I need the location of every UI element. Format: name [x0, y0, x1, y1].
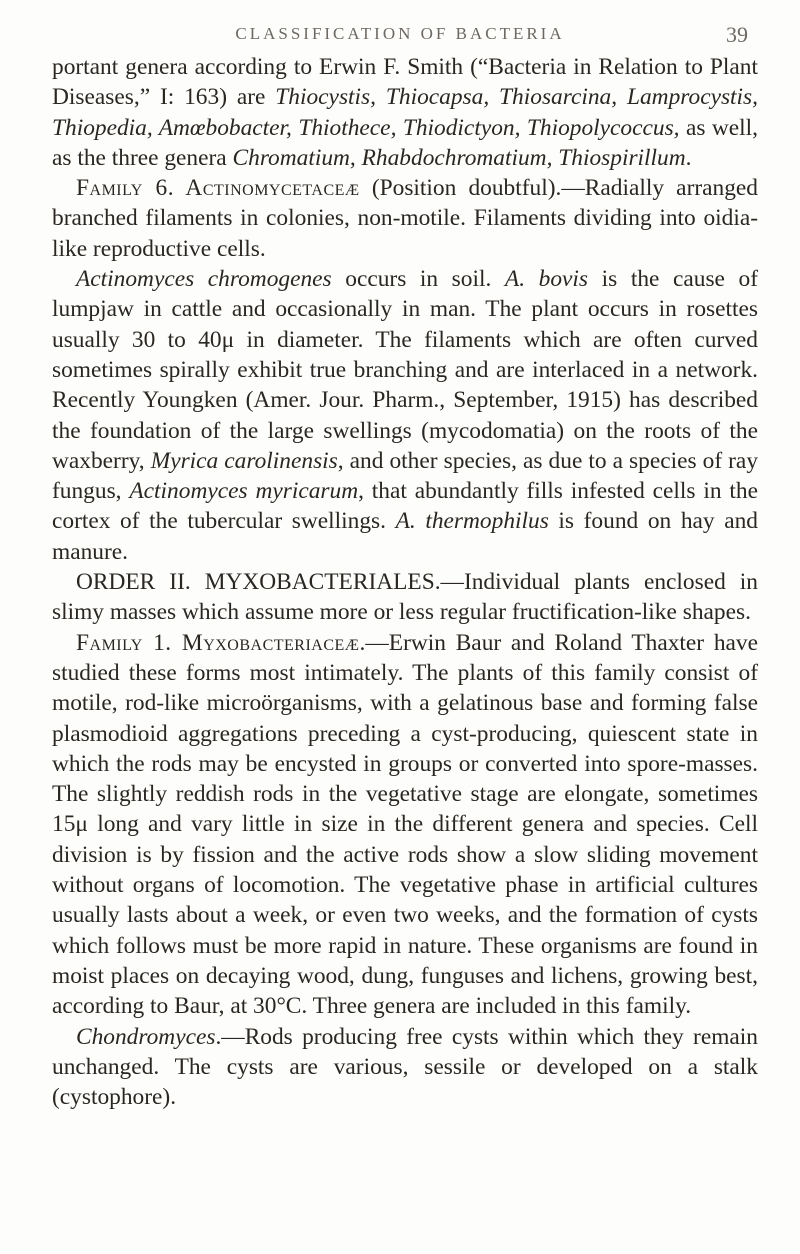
paragraph-family-myxobacteriaceae — [52, 628, 758, 1022]
running-head — [0, 20, 800, 50]
text-run: , that abundantly fills infested cells in the cortex of the tubercular swellings. — [52, 478, 758, 535]
body-text — [52, 52, 758, 1112]
paragraph-family-actinomycetaceae — [52, 173, 758, 264]
paragraph-order-myxobacteriales — [52, 567, 758, 628]
text-run: is the cause of lumpjaw in cattle and occasionally in man. The plant occurs in rosettes usually 30 to 40μ in diameter. The filaments which are often curved sometimes spirally exhibit true branching and are interlaced in a network. Recently Youngken (Amer. Jour. Pharm., September, 1915) has described the foundation of the large swellings (mycodomatia) on the roots of the waxberry, — [52, 266, 759, 474]
family-heading: Family 1. Myxobacteriaceæ — [76, 629, 360, 656]
text-run: portant genera according to Erwin F. Smith (“Bacteria in Relation to Plant Diseases,” I: 163) are — [52, 54, 758, 111]
text-run: occurs in soil. — [331, 266, 505, 293]
text-run: . — [685, 144, 692, 171]
text-run: is found on hay and manure. — [52, 508, 758, 565]
species-name: Actinomyces chromogenes — [76, 266, 332, 293]
order-heading: ORDER II. MYXOBACTERIALES.—Individual plants enclosed in slimy masses which assume more or less regular fructification-like shapes. — [52, 569, 758, 626]
text-run: , and other species, as due to a species of ray fungus, — [52, 447, 759, 505]
family-heading: Family 6. Actinomycetaceæ — [76, 175, 360, 202]
text-run: (Position doubtful).—Radially arranged branched filaments in colonies, non-motile. Filaments dividing into oidia-like reproductive cells. — [52, 175, 758, 262]
species-name: A. thermophilus — [395, 508, 549, 535]
genus-name: Chondromyces — [76, 1023, 216, 1050]
paragraph-chondromyces — [52, 1022, 758, 1113]
species-name: Myrica carolinensis — [150, 447, 338, 474]
species-name: Actinomyces myricarum — [129, 478, 359, 505]
genus-list: Thiocystis, Thiocapsa, Thiosarcina, Lamprocystis, Thiopedia, Amœbobacter, Thiothece, Thiodictyon, Thiopolycoccus, — [52, 84, 759, 141]
paragraph-actinomyces — [52, 264, 758, 567]
running-title: CLASSIFICATION OF BACTERIA — [235, 24, 565, 43]
species-name: A. bovis — [504, 266, 589, 293]
genus-list: Chromatium, Rhabdochromatium, Thiospirillum — [232, 144, 686, 171]
text-run: .—Erwin Baur and Roland Thaxter have studied these forms most intimately. The plants of this family consist of motile, rod-like microörganisms, with a gelatinous base and forming false plasmodioid aggregations preceding a cyst-producing, quiescent state in which the rods may be encysted in groups or converted into spore-masses. The slightly reddish rods in the vegetative stage are elongate, sometimes 15μ long and vary little in size in the different genera and species. Cell division is by fission and the active rods show a slow sliding movement without organs of locomotion. The vegetative phase in artificial cultures usually lasts about a week, or even two weeks, and the formation of cysts which follows must be more rapid in nature. These organisms are found in moist places on decaying wood, dung, funguses and lichens, growing best, according to Baur, at 30°C. Three genera are included in this family. — [52, 629, 758, 1020]
text-run: .—Rods producing free cysts within which they remain unchanged. The cysts are various, sessile or developed on a stalk (cystophore). — [52, 1023, 758, 1111]
text-run: as well, as the three genera — [52, 114, 758, 171]
page-number: 39 — [726, 22, 748, 47]
paragraph-thiobacteria-genera — [52, 52, 758, 173]
